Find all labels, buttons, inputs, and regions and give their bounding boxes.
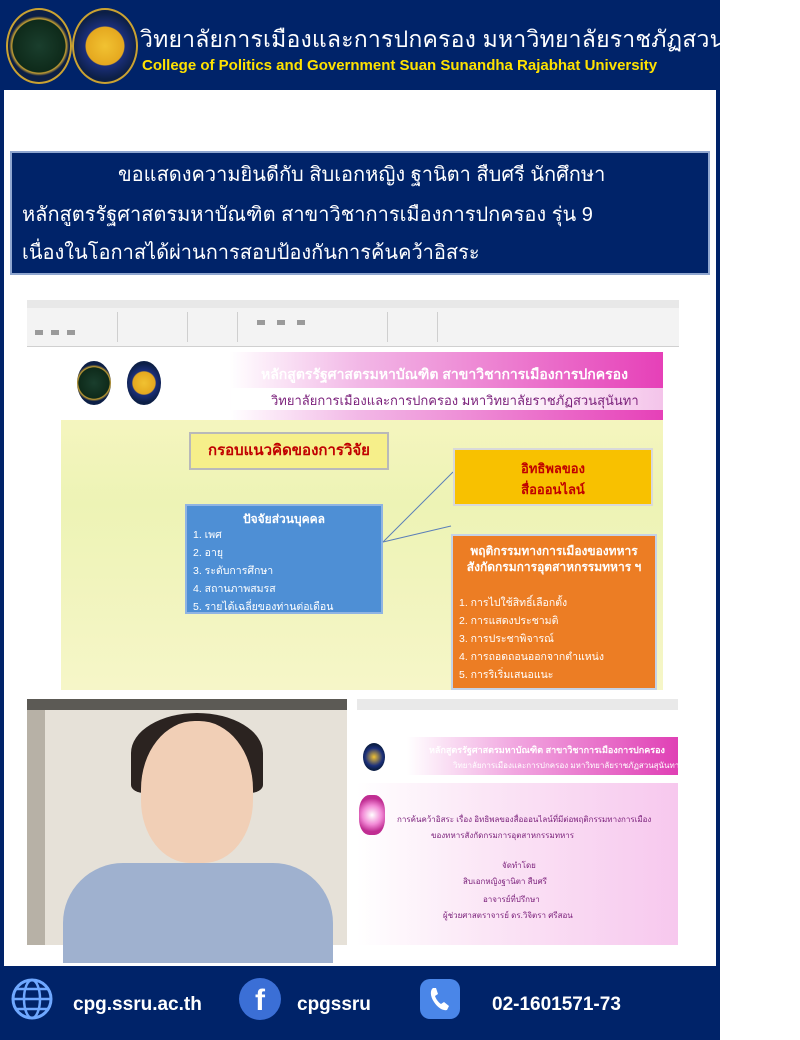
college-emblem-icon bbox=[72, 8, 138, 84]
slide2-advisor-name: ผู้ช่วยศาสตราจารย์ ดร.วิจิตรา ศรีสอน bbox=[443, 911, 573, 920]
banner-line-2: หลักสูตรรัฐศาสตรมหาบัณฑิต สาขาวิชาการเมืองการปกครอง รุ่น 9 bbox=[22, 204, 593, 226]
independent-item: 1. เพศ bbox=[193, 529, 222, 541]
slide2-program: หลักสูตรรัฐศาสตรมหาบัณฑิต สาขาวิชาการเมืองการปกครอง bbox=[429, 745, 665, 755]
phone-icon[interactable] bbox=[418, 977, 462, 1021]
dependent-item: 3. การประชาพิจารณ์ bbox=[459, 633, 554, 645]
ribbon-group-drawing bbox=[237, 312, 388, 342]
college-emblem-icon bbox=[127, 361, 161, 405]
ribbon-group-editing bbox=[387, 312, 438, 342]
dependent-variable-box bbox=[451, 534, 657, 690]
ribbon-button bbox=[257, 320, 265, 325]
influence-line-1: อิทธิพลของ bbox=[521, 461, 585, 476]
dependent-title-2: สังกัดกรมการอุตสาหกรรมทหาร ฯ bbox=[466, 560, 642, 574]
slide2-study-line-2: ของทหารสังกัดกรมการอุตสาหกรรมทหาร bbox=[431, 831, 575, 840]
slide-college-title: วิทยาลัยการเมืองและการปกครอง มหาวิทยาลัยราชภัฏสวนสุนันทา bbox=[271, 393, 639, 408]
independent-item: 5. รายได้เฉลี่ยของท่านต่อเดือน bbox=[193, 601, 334, 613]
arrow-to-behavior bbox=[383, 526, 451, 542]
dependent-item: 5. การริเริ่มเสนอแนะ bbox=[459, 669, 554, 681]
congratulation-banner bbox=[10, 151, 710, 275]
independent-variable-box bbox=[185, 504, 383, 614]
header-title-thai: วิทยาลัยการเมืองและการปกครอง มหาวิทยาลัยราชภัฏสวนสุนันทา bbox=[140, 26, 800, 52]
ribbon-group-font bbox=[27, 312, 118, 342]
person-uniform bbox=[63, 863, 333, 963]
slide-program-title: หลักสูตรรัฐศาสตรมหาบัณฑิต สาขาวิชาการเมืองการปกครอง bbox=[261, 366, 628, 382]
independent-item: 4. สถานภาพสมรส bbox=[193, 583, 276, 595]
independent-title: ปัจจัยส่วนบุคคล bbox=[242, 512, 325, 526]
participant-strip bbox=[27, 699, 347, 710]
app-toolbar bbox=[357, 699, 678, 710]
dependent-item: 2. การแสดงประชามติ bbox=[459, 615, 559, 627]
flower-emblem-icon bbox=[359, 795, 385, 835]
dependent-item: 4. การถอดถอนออกจากตำแหน่ง bbox=[459, 651, 604, 663]
ribbon-button bbox=[277, 320, 285, 325]
phone-number[interactable]: 02-1601571-73 bbox=[492, 994, 621, 1015]
header-bar bbox=[0, 0, 800, 92]
background-door bbox=[27, 710, 45, 945]
influence-line-2: สื่อออนไลน์ bbox=[521, 482, 585, 497]
ribbon-tabs bbox=[27, 300, 679, 308]
dependent-item: 1. การไปใช้สิทธิ์เลือกตั้ง bbox=[459, 597, 568, 609]
powerpoint-ribbon bbox=[27, 300, 679, 347]
slide2-advisor-label: อาจารย์ที่ปรึกษา bbox=[483, 895, 540, 904]
ribbon-group-slides bbox=[187, 312, 238, 342]
ribbon-button bbox=[297, 320, 305, 325]
independent-item: 3. ระดับการศึกษา bbox=[193, 565, 274, 577]
banner-line-3: เนื่องในโอกาสได้ผ่านการสอบป้องกันการค้นคว้าอิสระ bbox=[22, 242, 480, 264]
arrow-to-influence bbox=[383, 472, 453, 542]
slide2-study-line-1: การค้นคว้าอิสระ เรื่อง อิทธิพลของสื่อออนไลน์ที่มีต่อพฤติกรรมทางการเมือง bbox=[397, 815, 652, 824]
globe-icon bbox=[10, 977, 54, 1021]
slide2-college: วิทยาลัยการเมืองและการปกครอง มหาวิทยาลัยราชภัฏสวนสุนันทา bbox=[453, 761, 680, 770]
person-face bbox=[141, 721, 253, 863]
ssru-seal-icon bbox=[6, 8, 72, 84]
ssru-seal-icon bbox=[77, 361, 111, 405]
arrows bbox=[383, 472, 455, 592]
ribbon-button bbox=[67, 330, 75, 335]
dependent-title-1: พฤติกรรมทางการเมืองของทหาร bbox=[470, 544, 638, 558]
presentation-screenshot bbox=[27, 300, 679, 690]
ribbon-button bbox=[51, 330, 59, 335]
facebook-icon[interactable] bbox=[238, 977, 282, 1021]
framework-title: กรอบแนวคิดของการวิจัย bbox=[189, 432, 389, 470]
website-link[interactable]: cpg.ssru.ac.th bbox=[73, 994, 202, 1015]
college-emblem-icon bbox=[363, 743, 385, 771]
slide2-by-label: จัดทำโดย bbox=[502, 861, 536, 870]
framework-slide bbox=[61, 352, 663, 690]
ribbon-button bbox=[35, 330, 43, 335]
slide2-by-name: สิบเอกหญิงฐานิตา สืบศรี bbox=[463, 877, 547, 886]
title-slide-screenshot bbox=[357, 699, 678, 945]
independent-item: 2. อายุ bbox=[193, 547, 224, 559]
ribbon-group-paragraph bbox=[117, 312, 188, 342]
header-title-english: College of Politics and Government Suan Sunandha Rajabhat University bbox=[142, 57, 658, 74]
banner-line-1: ขอแสดงความยินดีกับ สิบเอกหญิง ฐานิตา สืบศรี นักศึกษา bbox=[118, 164, 606, 186]
influence-box bbox=[453, 448, 653, 506]
svg-text:f: f bbox=[255, 984, 265, 1017]
video-call-frame bbox=[27, 699, 347, 945]
facebook-link[interactable]: cpgssru bbox=[297, 994, 371, 1015]
